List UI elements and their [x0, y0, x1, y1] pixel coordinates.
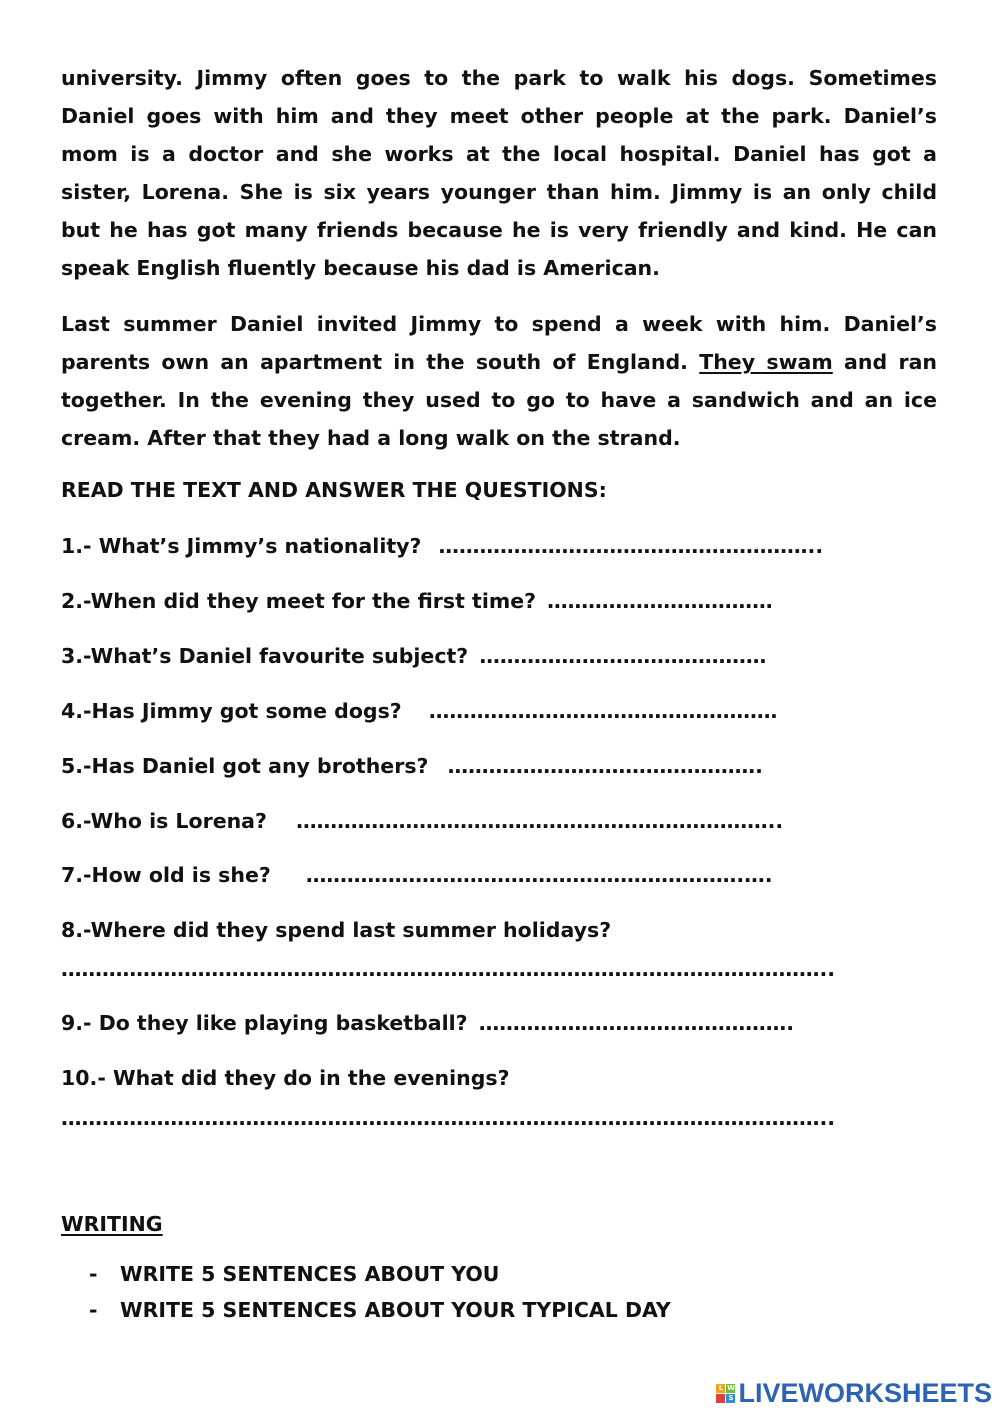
- liveworksheets-logo-text: LIVEWORKSHEETS: [738, 1377, 992, 1408]
- answer-blank[interactable]: ……………………………………….: [447, 754, 763, 778]
- writing-title: WRITING: [61, 1212, 163, 1236]
- reading-paragraph-2: [61, 305, 937, 457]
- question-10: [61, 1066, 510, 1090]
- writing-task-1: [89, 1262, 499, 1286]
- answer-blank[interactable]: ……………………………: [547, 589, 773, 613]
- answer-blank[interactable]: ……………………………………….: [478, 1011, 794, 1035]
- question-6: [61, 809, 783, 833]
- question-text: 5.-Has Daniel got any brothers?: [61, 754, 429, 778]
- question-8: [61, 918, 611, 942]
- question-2: [61, 589, 773, 613]
- question-text: 9.- Do they like playing basketball?: [61, 1011, 468, 1035]
- reading-paragraph-2-end: and ran together. In the evening they used to go to have a sandwich and an ice cream. After that they had a long walk on the strand.: [61, 350, 937, 450]
- bullet-dash: -: [89, 1262, 98, 1286]
- reading-paragraph-1-text: university. Jimmy often goes to the park to walk his dogs. Sometimes Daniel goes with him and they meet other people at the park. Daniel’s mom is a doctor and she works at the local hospital. Daniel has got a sister, Lorena. She is six years younger than him. Jimmy is an only child but he has got many friends because he is very friendly and kind. He can speak English fluently because his dad is American.: [61, 66, 937, 280]
- writing-task-2: [89, 1298, 671, 1322]
- reading-paragraph-1: [61, 59, 937, 287]
- question-4: [61, 699, 777, 723]
- question-text: 6.-Who is Lorena?: [61, 809, 267, 833]
- answer-blank[interactable]: ………………………………………………..: [438, 534, 824, 558]
- question-10-answer-line: [61, 1106, 835, 1130]
- writing-task-text: WRITE 5 SENTENCES ABOUT YOU: [120, 1262, 500, 1286]
- answer-blank[interactable]: ……………………………………: [479, 644, 767, 668]
- bullet-dash: -: [89, 1298, 98, 1322]
- question-7: [61, 863, 772, 887]
- question-8-answer-line: [61, 957, 835, 981]
- answer-blank[interactable]: ……………………………………………………….….: [305, 863, 773, 887]
- question-text: 7.-How old is she?: [61, 863, 271, 887]
- question-text: 3.-What’s Daniel favourite subject?: [61, 644, 469, 668]
- writing-task-text: WRITE 5 SENTENCES ABOUT YOUR TYPICAL DAY: [120, 1298, 671, 1322]
- underlined-phrase: They swam: [699, 350, 833, 374]
- liveworksheets-logo-icon: L W S: [716, 1384, 735, 1403]
- question-text: 4.-Has Jimmy got some dogs?: [61, 699, 402, 723]
- question-5: [61, 754, 763, 778]
- questions-heading: READ THE TEXT AND ANSWER THE QUESTIONS:: [61, 478, 607, 502]
- answer-blank[interactable]: …………………………………………………………………………………………………..: [61, 957, 836, 981]
- question-3: [61, 644, 766, 668]
- liveworksheets-logo: [716, 1376, 992, 1410]
- question-text: 1.- What’s Jimmy’s nationality?: [61, 534, 422, 558]
- question-text: 2.-When did they meet for the first time?: [61, 589, 537, 613]
- question-9: [61, 1011, 794, 1035]
- answer-blank[interactable]: …………………………………………………………………………………………………..: [61, 1106, 836, 1130]
- answer-blank[interactable]: ……………………………………………: [428, 699, 778, 723]
- reading-paragraph-2-start: Last summer Daniel invited Jimmy to spend a week with him. Daniel’s parents own an apartment in the south of England.: [61, 312, 937, 374]
- answer-blank[interactable]: ……………………………………………………………..: [296, 809, 784, 833]
- question-text: 8.-Where did they spend last summer holidays?: [61, 918, 612, 942]
- question-1: [61, 534, 823, 558]
- question-text: 10.- What did they do in the evenings?: [61, 1066, 510, 1090]
